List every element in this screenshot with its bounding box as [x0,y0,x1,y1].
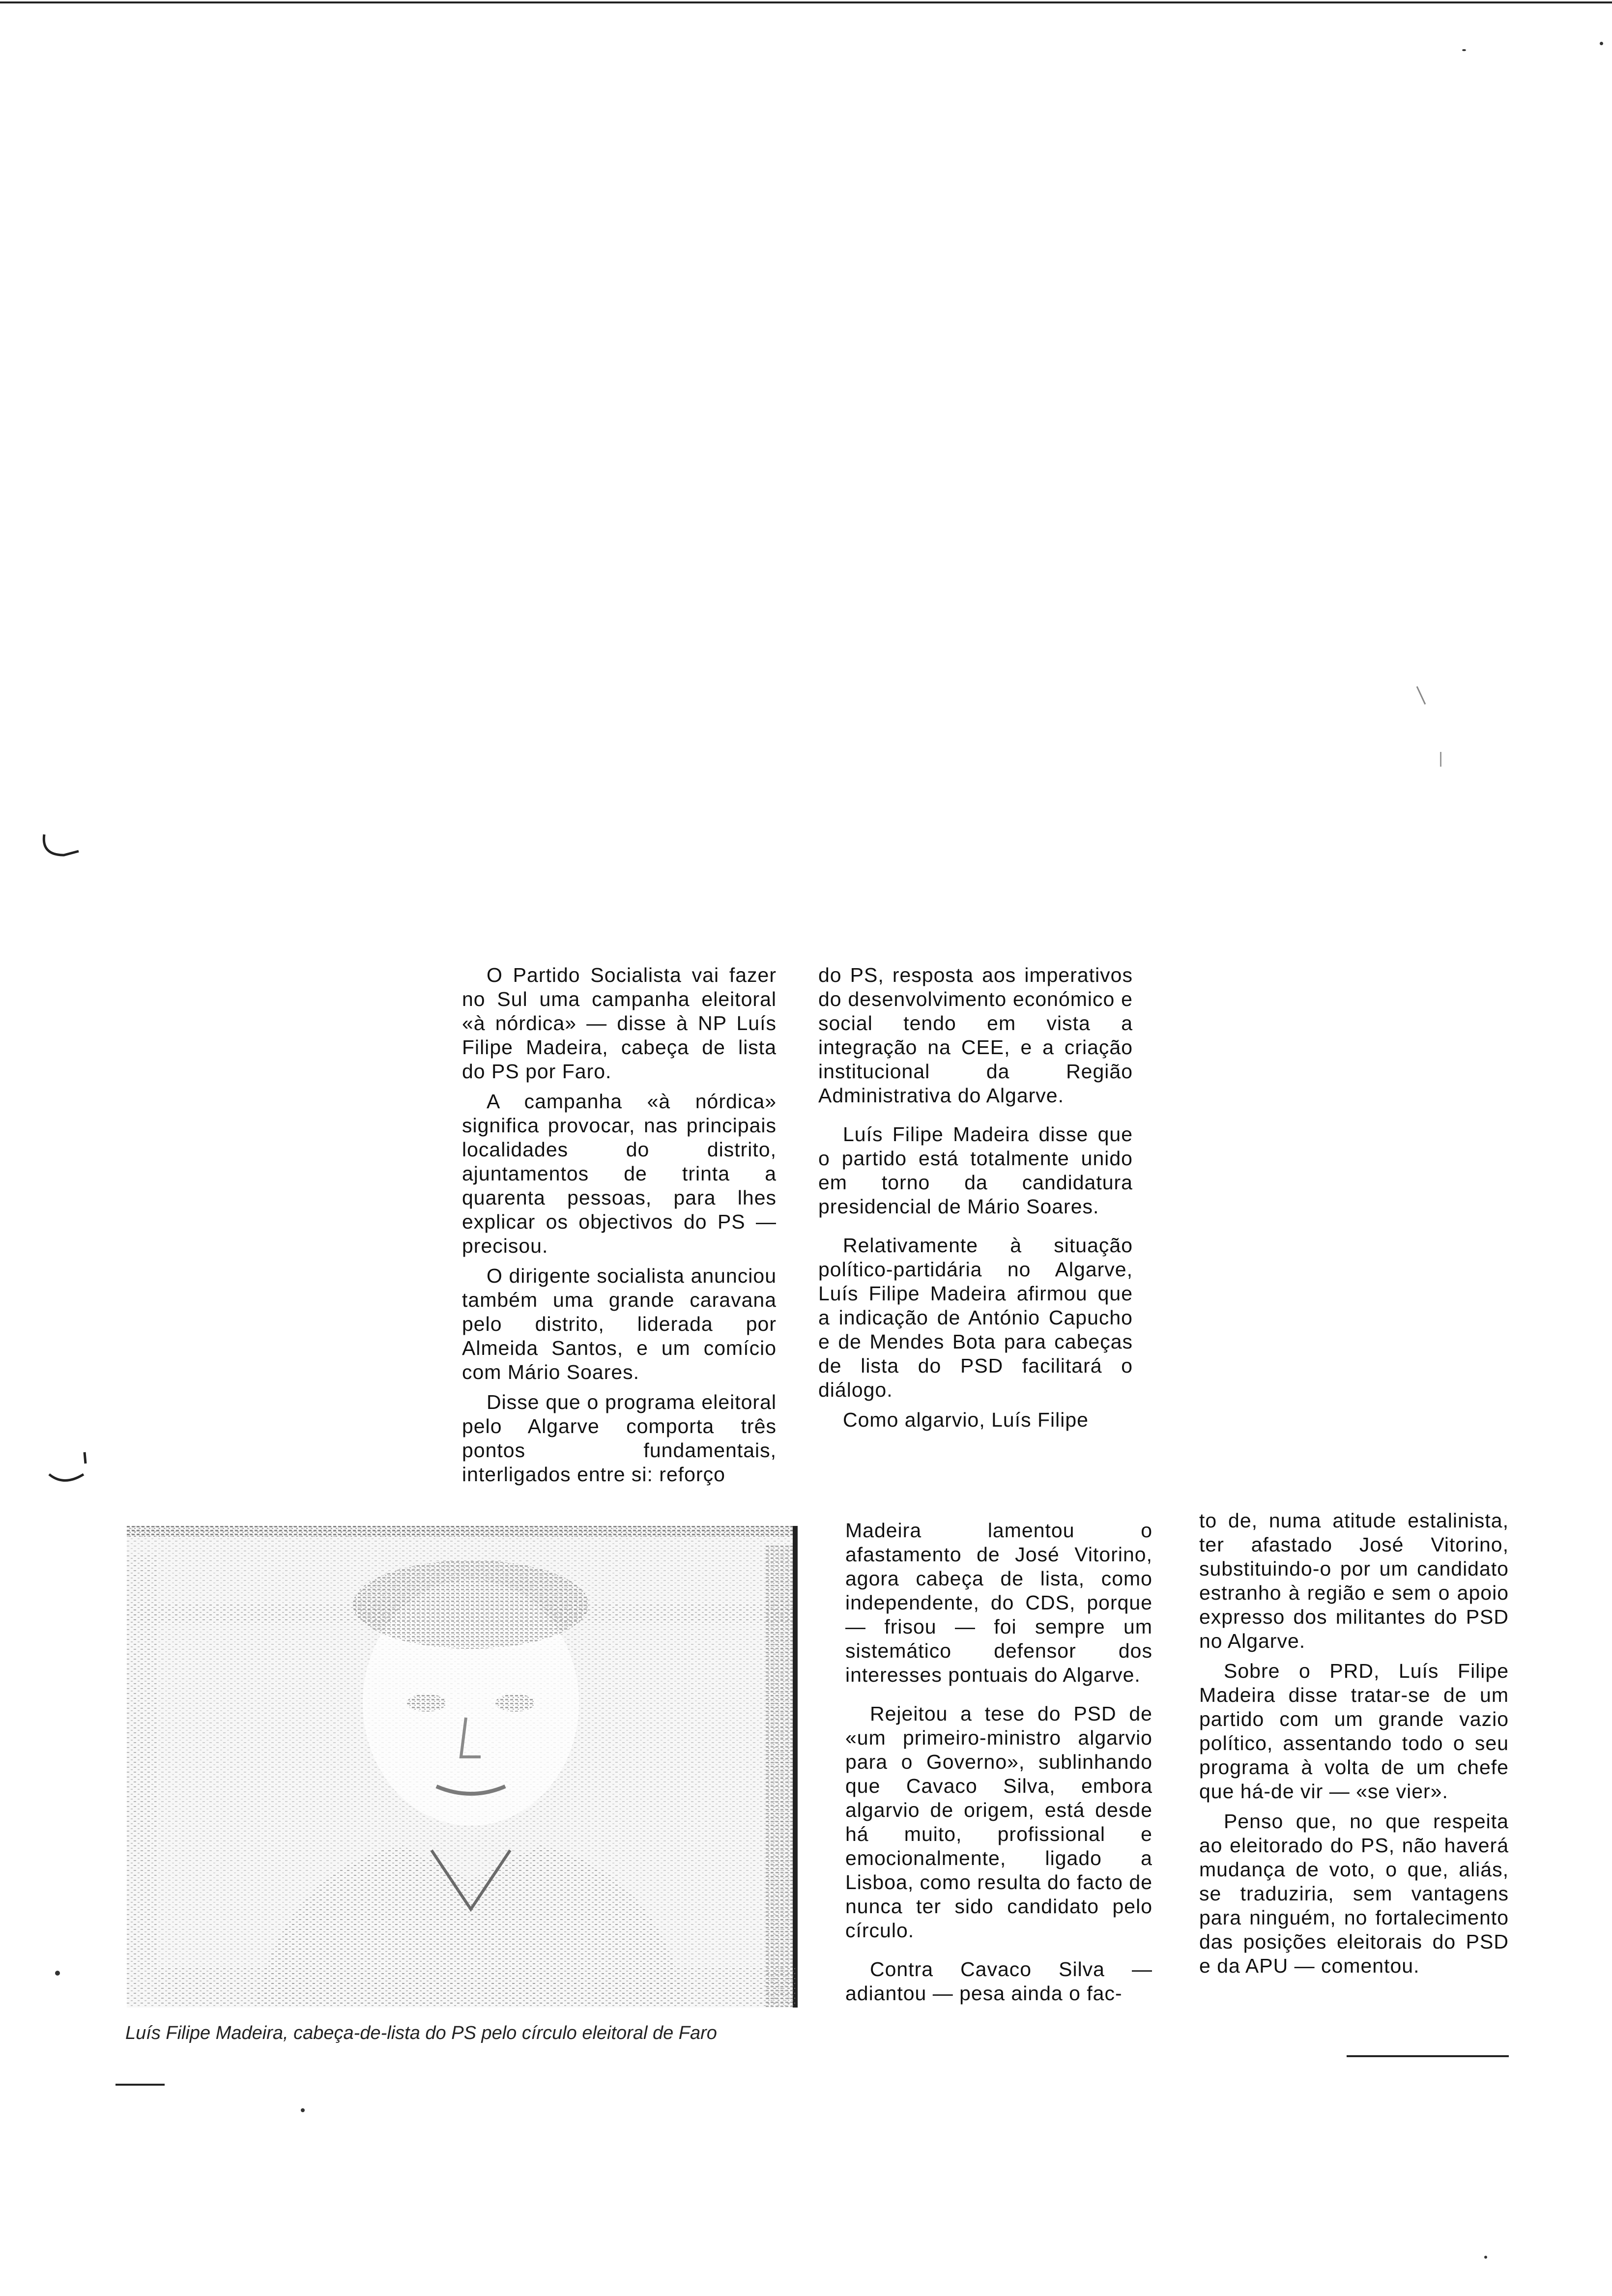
margin-speck [55,1971,60,1976]
article-paragraph: A campanha «à nórdica» significa provocar, nas principais localidades do distrito, ajuntamentos de trinta a quarenta pessoas, para lhes explicar os objectivos do PS — precisou. [462,1090,777,1257]
article-column-2 [818,963,1133,1438]
margin-speck [1600,42,1603,45]
article-paragraph: Penso que, no que respeita ao eleitorado do PS, não haverá mudança de voto, o que, aliás, se traduziria, sem vantagens para ninguém, no fortalecimento das posições eleitorais do PSD e da APU — comentou. [1199,1810,1509,1977]
margin-speck [1484,2256,1487,2259]
article-paragraph: Luís Filipe Madeira disse que o partido está totalmente unido em torno da candidatura presidencial de Mário Soares. [818,1123,1133,1218]
article-paragraph: do PS, resposta aos imperativos do desenvolvimento económico e social tendo em vista a integração na CEE, e a criação institucional da Região Administrativa do Algarve. [818,964,1133,1107]
article-paragraph: Como algarvio, Luís Filipe [843,1408,1089,1431]
article-column-3 [845,1519,1152,2011]
article-paragraph: Madeira lamentou o afastamento de José Vitorino, agora cabeça de lista, como independente, do CDS, porque — frisou — foi sempre um sistemático defensor dos interesses pontuais do Algarve. [845,1519,1152,1686]
article-paragraph: O Partido Socialista vai fazer no Sul uma campanha eleitoral «à nórdica» — disse à NP Luís Filipe Madeira, cabeça de lista do PS por Faro. [462,964,777,1083]
margin-speck [1462,49,1466,51]
photo-caption: Luís Filipe Madeira, cabeça-de-lista do PS pelo círculo eleitoral de Faro [125,2023,717,2043]
caption-rule [115,2084,165,2086]
article-paragraph: Disse que o programa eleitoral pelo Algarve comporta três pontos fundamentais, interligados entre si: reforço [462,1391,777,1486]
article-paragraph: O dirigente socialista anunciou também uma grande caravana pelo distrito, liderada por Almeida Santos, e um comício com Mário Soares. [462,1264,777,1383]
margin-stroke [1440,752,1441,767]
article-paragraph: Rejeitou a tese do PSD de «um primeiro-ministro algarvio para o Governo», sublinhando que Cavaco Silva, embora algarvio de origem, está desde há muito, profissional e emocionalmente, ligado a Lisboa, como resulta do facto de nunca ter sido candidato pelo círculo. [845,1702,1152,1942]
article-column-1 [462,963,777,1492]
margin-speck [301,2108,305,2112]
article-paragraph: Contra Cavaco Silva — adiantou — pesa ainda o fac- [845,1958,1152,2005]
top-scan-line [0,1,1612,3]
left-margin-mark [34,831,84,865]
article-column-4 [1199,1509,1509,1984]
article-paragraph: Relativamente à situação político-partidária no Algarve, Luís Filipe Madeira afirmou que a indicação de António Capucho e de Mendes Bota para cabeças de lista do PSD facilitará o diálogo. [818,1234,1133,1401]
article-paragraph: Sobre o PRD, Luís Filipe Madeira disse tratar-se de um partido com um grande vazio político, assentando todo o seu programa à volta de um chefe que há-de vir — «se vier». [1199,1660,1509,1803]
margin-stroke [1416,686,1426,705]
left-margin-mark-2 [44,1450,98,1489]
article-paragraph: to de, numa atitude estalinista, ter afastado José Vitorino, substituindo-o por um candidato estranho à região e sem o apoio expresso dos militantes do PSD no Algarve. [1199,1509,1509,1652]
article-photo [127,1526,798,2008]
article-end-rule [1347,2055,1509,2057]
portrait-photo [127,1526,798,2008]
